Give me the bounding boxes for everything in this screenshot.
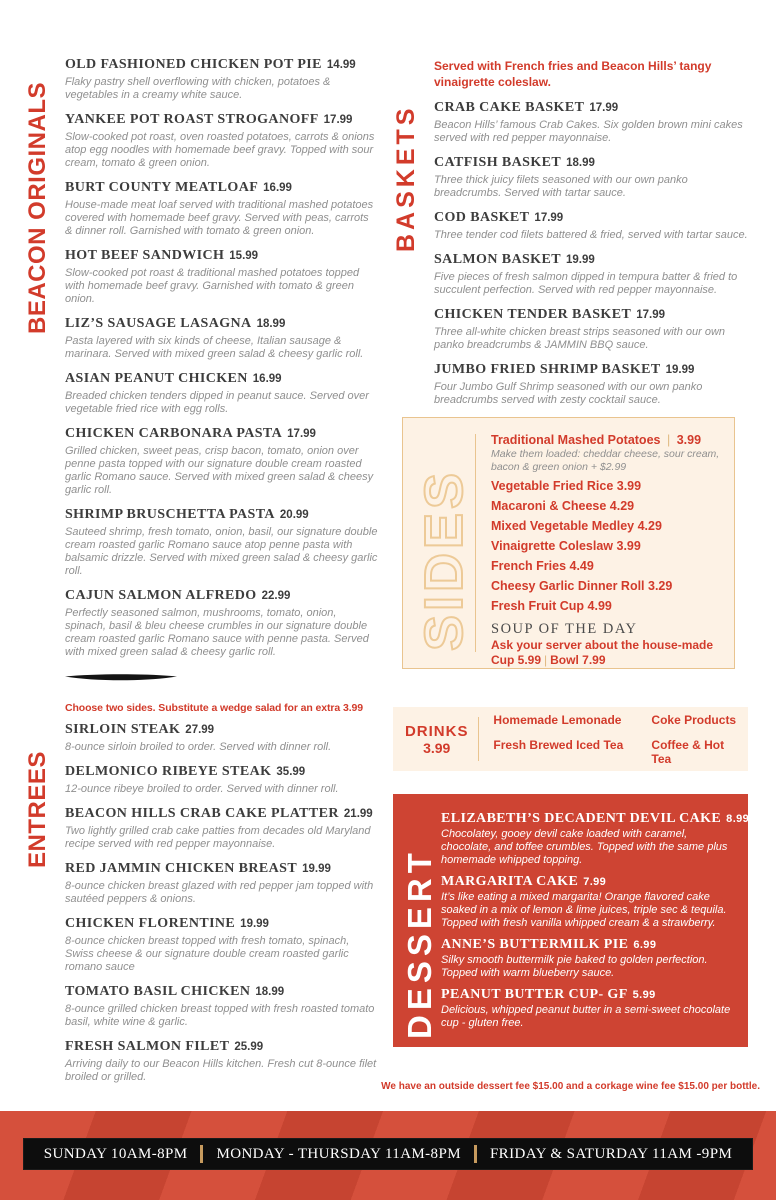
menu-item-title	[65, 721, 378, 739]
menu-item-desc: Silky smooth buttermilk pie baked to golden perfection. Topped with warm blueberry sauce.	[441, 954, 708, 979]
menu-item-price: 18.99	[566, 157, 595, 169]
menu-item-desc: 8-ounce chicken breast topped with fresh tomato, spinach, Swiss cheese & our signature double cream roasted garlic romano sauce	[65, 935, 350, 973]
menu-item-price: 17.99	[534, 212, 564, 224]
menu-item-desc: Arriving daily to our Beacon Hills kitchen. Fresh cut 8-ounce filet broiled or grilled.	[65, 1058, 377, 1083]
menu-item-name: CAJUN SALMON ALFREDO	[65, 588, 257, 603]
menu-item-title	[434, 99, 756, 117]
side-featured-note: Make them loaded: cheddar cheese, sour cream, bacon & green onion + $2.99	[491, 448, 720, 473]
section-title-sides: SIDES	[414, 468, 474, 651]
menu-item-title	[65, 56, 378, 74]
menu-item	[434, 251, 756, 297]
drinks-price: 3.99	[423, 739, 451, 756]
menu-item-desc: Two lightly grilled crab cake patties from decades old Maryland recipe served with red pepper mayonnaise.	[65, 825, 371, 850]
menu-item-title	[434, 361, 756, 379]
menu-item-price: 7.99	[583, 876, 607, 888]
menu-item	[65, 247, 378, 306]
menu-item-name: ASIAN PEANUT CHICKEN	[65, 371, 248, 386]
menu-item-desc: 8-ounce chicken breast glazed with red pepper jam topped with sautéed peppers & onions.	[65, 880, 374, 905]
menu-item-desc: 12-ounce ribeye broiled to order. Served with dinner roll.	[65, 783, 339, 795]
baskets-note: Served with French fries and Beacon Hills’ tangy vinaigrette coleslaw.	[434, 59, 712, 89]
menu-item-name: YANKEE POT ROAST STROGANOFF	[65, 112, 319, 127]
menu-item-name: BEACON HILLS CRAB CAKE PLATTER	[65, 806, 339, 821]
soup-of-the-day	[491, 621, 722, 668]
menu-item	[434, 154, 756, 200]
menu-item-name: ANNE’S BUTTERMILK PIE	[441, 937, 629, 952]
menu-item-title	[65, 111, 378, 129]
menu-item-desc: Perfectly seasoned salmon, mushrooms, tomato, onion, spinach, basil & bleu cheese crumbles in our signature double cream roasted garlic Romano sauce with penne pasta. Served with mixed green salad & cheesy garlic roll.	[65, 607, 369, 658]
menu-item-price: 19.99	[302, 863, 331, 875]
dessert-box	[393, 794, 748, 1047]
menu-item-desc: Chocolatey, gooey devil cake loaded with caramel, chocolate, and toffee crumbles. Topped with the same plus homemade whipped topping.	[441, 828, 728, 866]
menu-item-price: 17.99	[589, 102, 619, 114]
menu-item-desc: Pasta layered with six kinds of cheese, Italian sausage & marinara. Served with mixed green salad & cheesy garlic roll.	[65, 335, 364, 360]
drinks-divider-line	[478, 717, 479, 761]
side-item: French Fries 4.49	[491, 559, 594, 573]
menu-item-name: SIRLOIN STEAK	[65, 722, 181, 737]
hours-sunday: SUNDAY 10AM-8PM	[43, 1145, 188, 1162]
menu-item-price: 18.99	[255, 986, 285, 998]
menu-item	[65, 860, 378, 906]
menu-item-desc: Five pieces of fresh salmon dipped in tempura batter & fried to succulent perfection. Served with red pepper mayonnaise.	[434, 271, 738, 296]
menu-item-price: 35.99	[276, 766, 306, 778]
menu-item-title	[65, 983, 378, 1001]
side-item: Vegetable Fried Rice 3.99	[491, 479, 642, 493]
sides-divider-line	[475, 434, 476, 652]
menu-item-desc: Sauteed shrimp, fresh tomato, onion, basil, our signature double cream roasted garlic Romano sauce atop penne pasta with balsamic drizzle. Served with mixed green salad & cheesy garlic roll.	[65, 526, 378, 577]
menu-item-name: TOMATO BASIL CHICKEN	[65, 984, 251, 999]
section-divider-swoosh	[65, 673, 177, 682]
section-beacon-originals	[26, 56, 378, 659]
menu-item-desc: Grilled chicken, sweet peas, crisp bacon, tomato, onion over penne pasta topped with our signature double cream roasted garlic Romano sauce. Served with mixed green salad & cheesy garlic roll.	[65, 445, 374, 496]
menu-item-desc: Breaded chicken tenders dipped in peanut sauce. Served over vegetable fried rice with egg rolls.	[65, 390, 369, 415]
menu-item-desc: 8-ounce sirloin broiled to order. Served with dinner roll.	[65, 741, 332, 753]
menu-item-name: CHICKEN FLORENTINE	[65, 916, 236, 931]
menu-item	[65, 179, 378, 238]
menu-item-name: HOT BEEF SANDWICH	[65, 248, 225, 263]
soup-prices: Cup 5.99 | Bowl 7.99	[491, 653, 606, 667]
drinks-title: DRINKS	[404, 722, 469, 740]
menu-item	[441, 874, 736, 930]
menu-item-name: CRAB CAKE BASKET	[434, 100, 585, 115]
menu-item-title	[65, 370, 378, 388]
menu-item-price: 6.99	[633, 939, 657, 951]
menu-item-price: 14.99	[326, 59, 356, 71]
menu-item-title	[434, 251, 756, 269]
sides-box	[402, 417, 735, 669]
drinks-box	[393, 707, 748, 771]
menu-item	[441, 937, 736, 980]
menu-item-desc: Slow-cooked pot roast & traditional mashed potatoes topped with homemade beef gravy. Garnished with tomato & green onion.	[65, 267, 360, 305]
menu-item-title	[65, 763, 378, 781]
side-item: Mixed Vegetable Medley 4.29	[491, 519, 662, 533]
side-item: Vinaigrette Coleslaw 3.99	[491, 539, 641, 553]
section-title-beacon-originals: BEACON ORIGINALS	[24, 81, 51, 334]
left-column	[26, 56, 378, 1093]
menu-item-price: 27.99	[185, 724, 215, 736]
outside-fee-note: We have an outside dessert fee $15.00 and a corkage wine fee $15.00 per bottle.	[381, 1081, 760, 1092]
hours-separator	[200, 1145, 203, 1163]
menu-item-desc: Three all-white chicken breast strips seasoned with our own panko breadcrumbs & JAMMIN BBQ sauce.	[434, 326, 726, 351]
menu-item-name: SALMON BASKET	[434, 252, 561, 267]
hours-bar	[23, 1138, 753, 1170]
right-column	[392, 58, 756, 1047]
menu-item-price: 16.99	[252, 373, 282, 385]
section-title-dessert: DESSERT	[401, 848, 438, 1039]
menu-item-name: CATFISH BASKET	[434, 155, 562, 170]
menu-item-name: COD BASKET	[434, 210, 530, 225]
menu-item-name: PEANUT BUTTER CUP- GF	[441, 987, 628, 1002]
menu-item	[65, 315, 378, 361]
section-title-entrees: ENTREES	[24, 751, 51, 868]
menu-item-title	[65, 506, 378, 524]
menu-item-price: 20.99	[279, 509, 309, 521]
drink-item: Fresh Brewed Iced Tea	[493, 737, 624, 752]
menu-item-title	[65, 179, 378, 197]
side-featured-name: Traditional Mashed Potatoes | 3.99	[491, 433, 702, 447]
menu-item-title	[65, 247, 378, 265]
menu-item-title	[65, 1038, 378, 1056]
menu-item-price: 19.99	[665, 364, 695, 376]
side-item: Fresh Fruit Cup 4.99	[491, 599, 612, 613]
menu-item	[441, 987, 736, 1030]
menu-item-price: 22.99	[261, 590, 291, 602]
footer-band	[0, 1111, 776, 1200]
drink-item: Coke Products	[651, 712, 737, 727]
menu-item-price: 17.99	[636, 309, 665, 321]
side-item: Cheesy Garlic Dinner Roll 3.29	[491, 579, 673, 593]
drinks-items	[493, 713, 738, 766]
menu-item-price: 21.99	[343, 808, 373, 820]
menu-item-title	[441, 987, 736, 1003]
menu-item-title	[441, 811, 750, 827]
menu-item-price: 19.99	[565, 254, 595, 266]
menu-item-title	[434, 154, 756, 172]
menu-item-price: 17.99	[287, 428, 316, 440]
pipe-divider: |	[544, 653, 548, 667]
menu-item	[65, 805, 378, 851]
menu-item-title	[441, 937, 736, 953]
menu-item-name: LIZ’S SAUSAGE LASAGNA	[65, 316, 252, 331]
menu-item-title	[65, 315, 378, 333]
sides-content	[491, 433, 722, 668]
menu-item-title	[65, 587, 378, 605]
menu-item-desc: Slow-cooked pot roast, oven roasted potatoes, carrots & onions atop egg noodles with homemade beef gravy. Topped with sour cream, tomato & green onion.	[65, 131, 375, 169]
menu-item-desc: Beacon Hills’ famous Crab Cakes. Six golden brown mini cakes served with red pepper mayonnaise.	[434, 119, 743, 144]
menu-item-name: MARGARITA CAKE	[441, 874, 579, 889]
menu-item-price: 17.99	[323, 114, 353, 126]
menu-item-price: 18.99	[256, 318, 286, 330]
menu-item-desc: It’s like eating a mixed margarita! Orange flavored cake soaked in a mix of lemon & lime juices, triple sec & tequila. Topped with fresh vanilla whipped cream & a strawberry.	[441, 891, 727, 929]
menu-item-desc: Four Jumbo Gulf Shrimp seasoned with our own panko breadcrumbs served with zesty cocktail sauce.	[434, 381, 703, 406]
menu-item	[65, 56, 378, 102]
menu-item-desc: House-made meat loaf served with traditional mashed potatoes covered with homemade beef gravy. Served with peas, carrots & dinner roll. Garnished with tomato & green onion.	[65, 199, 374, 237]
menu-item	[65, 506, 378, 578]
drink-item: Coffee & Hot Tea	[651, 737, 725, 766]
menu-item-name: DELMONICO RIBEYE STEAK	[65, 764, 272, 779]
menu-item	[65, 763, 378, 796]
menu-item-title	[65, 860, 378, 878]
menu-item-price: 8.99	[726, 813, 750, 825]
menu-item-desc: Delicious, whipped peanut butter in a semi-sweet chocolate cup - gluten free.	[441, 1004, 731, 1029]
menu-item-desc: 8-ounce grilled chicken breast topped with fresh roasted tomato basil, white wine & garlic.	[65, 1003, 375, 1028]
section-title-baskets: BASKETS	[392, 104, 420, 252]
pipe-divider: |	[666, 433, 671, 447]
menu-item	[65, 915, 378, 974]
hours-monday-thursday: MONDAY - THURSDAY 11AM-8PM	[216, 1145, 461, 1162]
menu-item-desc: Three thick juicy filets seasoned with our own panko breadcrumbs. Served with tartar sauce.	[434, 174, 688, 199]
soup-title: SOUP OF THE DAY	[491, 621, 638, 637]
menu-item-name: SHRIMP BRUSCHETTA PASTA	[65, 507, 275, 522]
menu-item-price: 25.99	[234, 1041, 264, 1053]
menu-item	[434, 361, 756, 407]
menu-item-price: 15.99	[229, 250, 259, 262]
menu-item-desc: Three tender cod filets battered & fried, served with tartar sauce.	[434, 229, 748, 241]
menu-item	[65, 111, 378, 170]
entrees-note: Choose two sides. Substitute a wedge salad for an extra 3.99	[65, 702, 364, 714]
section-baskets	[392, 58, 756, 407]
section-entrees	[26, 702, 378, 1084]
menu-item-title	[434, 306, 756, 324]
side-featured-price: 3.99	[676, 433, 702, 447]
menu-item-desc: Flaky pastry shell overflowing with chicken, potatoes & vegetables in a creamy white sauce.	[65, 76, 331, 101]
menu-item	[434, 306, 756, 352]
menu-item-name: BURT COUNTY MEATLOAF	[65, 180, 259, 195]
menu-item-title	[65, 915, 378, 933]
menu-item	[65, 721, 378, 754]
menu-item	[65, 370, 378, 416]
menu-item-name: RED JAMMIN CHICKEN BREAST	[65, 861, 298, 876]
soup-note: Ask your server about the house-made	[491, 638, 714, 652]
hours-friday-saturday: FRIDAY & SATURDAY 11AM -9PM	[489, 1145, 733, 1162]
menu-item	[65, 587, 378, 659]
menu-item-price: 16.99	[263, 182, 292, 194]
menu-item-name: CHICKEN CARBONARA PASTA	[65, 426, 283, 441]
menu-item	[65, 1038, 378, 1084]
menu-item-name: JUMBO FRIED SHRIMP BASKET	[434, 362, 661, 377]
menu-item-name: ELIZABETH’S DECADENT DEVIL CAKE	[441, 811, 722, 826]
menu-item	[441, 811, 750, 867]
menu-item-name: FRESH SALMON FILET	[65, 1039, 230, 1054]
side-item: Macaroni & Cheese 4.29	[491, 499, 635, 513]
drink-item: Homemade Lemonade	[493, 712, 622, 727]
menu-item-price: 5.99	[632, 989, 656, 1001]
menu-item-name: OLD FASHIONED CHICKEN POT PIE	[65, 57, 322, 72]
menu-item-title	[65, 425, 378, 443]
menu-item-title	[441, 874, 736, 890]
menu-item	[65, 425, 378, 497]
menu-item-name: CHICKEN TENDER BASKET	[434, 307, 632, 322]
menu-item-title	[65, 805, 378, 823]
menu-item-price: 19.99	[240, 918, 269, 930]
hours-separator	[474, 1145, 477, 1163]
menu-item-title	[434, 209, 756, 227]
menu-item	[65, 983, 378, 1029]
menu-item	[434, 209, 756, 242]
menu-item	[434, 99, 756, 145]
drinks-label	[403, 723, 470, 756]
